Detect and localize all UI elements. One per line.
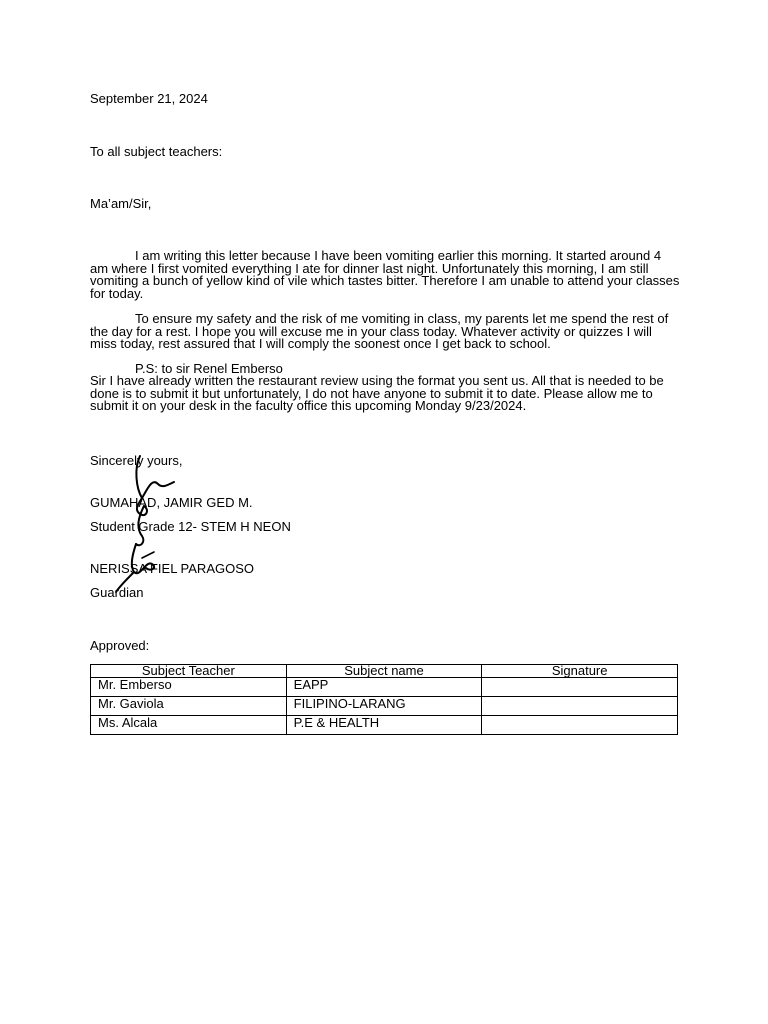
letter-salutation: Ma’am/Sir,	[90, 196, 152, 211]
column-header-subject-name: Subject name	[286, 665, 482, 678]
subject-cell: FILIPINO-LARANG	[286, 697, 482, 716]
teacher-cell: Mr. Gaviola	[91, 697, 287, 716]
teacher-cell: Mr. Emberso	[91, 678, 287, 697]
column-header-subject-teacher: Subject Teacher	[91, 665, 287, 678]
body-paragraph-2	[90, 313, 680, 351]
teacher-cell: Ms. Alcala	[91, 716, 287, 735]
signature-cell	[482, 678, 678, 697]
table-row	[91, 697, 678, 716]
subject-cell: EAPP	[286, 678, 482, 697]
guardian-role: Guardian	[90, 585, 144, 600]
postscript-heading: P.S: to sir Renel Emberso	[135, 361, 283, 376]
body-paragraph-2-text: To ensure my safety and the risk of me vomiting in class, my parents let me spend the rest of the day for a rest. I hope you will excuse me in your class today. Whatever activity or quizzes I will miss today, rest assured that I will comply the soonest once I get back to school.	[90, 311, 669, 352]
closing: Sincerely yours,	[90, 453, 183, 468]
body-paragraph-1-text: I am writing this letter because I have been vomiting earlier this morning. It started around 4 am where I first vomited everything I ate for dinner last night. Unfortunately this morning, I am still vomiting a bunch of yellow kind of vile which tastes bitter. Therefore I am unable to attend your classes for today.	[90, 248, 680, 301]
table-row	[91, 716, 678, 735]
letter-recipient: To all subject teachers:	[90, 144, 223, 159]
table-row	[91, 678, 678, 697]
approval-table	[90, 664, 678, 735]
letter-date: September 21, 2024	[90, 91, 208, 106]
column-header-signature: Signature	[482, 665, 678, 678]
guardian-name: NERISSA FIEL PARAGOSO	[90, 561, 254, 576]
approved-label: Approved:	[90, 638, 150, 653]
signature-cell	[482, 716, 678, 735]
postscript-body: Sir I have already written the restaurant review using the format you sent us. All that is needed to be done is to submit it but unfortunately, I do not have anyone to submit it to date. Please allow me to submit it on your desk in the faculty office this upcoming Monday 9/23/2024.	[90, 373, 664, 414]
signature-cell	[482, 697, 678, 716]
student-name: GUMAHAD, JAMIR GED M.	[90, 495, 253, 510]
table-header-row	[91, 665, 678, 678]
body-paragraph-1	[90, 250, 680, 300]
student-role: Student Grade 12- STEM H NEON	[90, 519, 291, 534]
subject-cell: P.E & HEALTH	[286, 716, 482, 735]
handwritten-signature	[112, 448, 182, 598]
